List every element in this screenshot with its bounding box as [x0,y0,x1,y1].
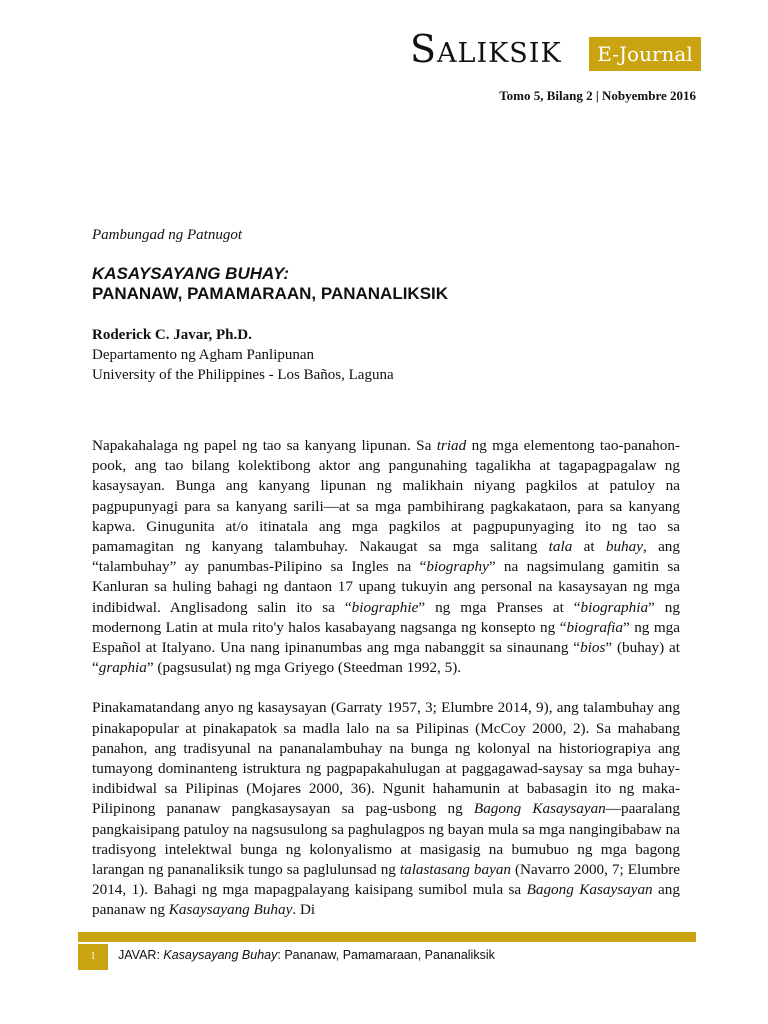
running-title: Kasaysayang Buhay [163,948,278,962]
author-block [92,325,394,385]
section-label: Pambungad ng Patnugot [92,227,242,243]
article-body [92,436,680,941]
body-paragraph [92,698,680,920]
italic-term: bios [580,639,606,657]
text-run: ” ng modernong Latin at mula rito'y halos kasabayang nagsanga ng konsepto ng “ [92,598,680,636]
body-paragraph [92,436,680,678]
running-author: JAVAR [118,948,157,962]
text-run: ” ng mga Español at Italyano. Una nang ipinanumbas ang mga nabanggit sa sinaunang “ [92,618,681,657]
issue-info: Tomo 5, Bilang 2 | Nobyembre 2016 [499,88,696,103]
article-title [92,264,448,304]
text-run: ” na nagsimulang gamitin sa Kanluran sa huling bahagi ng dantaon 17 upang tukuyin ang personal na kasaysayan ng mga indibidwal. Anglisadong salin ito sa “ [92,558,680,616]
italic-term: Kasaysayang Buhay [168,901,293,919]
text-run: ” ng mga Pranses at “ [418,598,581,616]
article-title-line1: KASAYSAYANG BUHAY: [92,264,290,283]
text-run: Napakahalaga ng papel ng tao sa kanyang lipunan. Sa [92,437,437,454]
text-run: at [572,538,606,556]
footer-rule [78,932,696,942]
text-run: , ang “talambuhay” ay panumbas-Pilipino sa Ingles na “ [92,538,680,576]
running-subtitle: Pananaw, Pamamaraan, Pananaliksik [284,948,495,962]
italic-term: biographia [580,598,649,616]
italic-term: tala [548,538,573,556]
italic-term: graphia [98,659,147,677]
text-run: . Di [292,901,316,919]
italic-term: triad [436,437,467,454]
author-name: Roderick C. Javar, Ph.D. [92,327,252,343]
italic-term: biographie [351,598,419,616]
text-run: —paaralang pangkaisipang patuloy na nagsusulong sa paghulagpos ng bayan mula sa mga nangingibabaw na tradisyong intelektwal bunga ng kolonyalismo at masigasig na bumubuo ng mga bagong larangan ng pananaliksik tungo sa paglulunsad ng [92,800,680,879]
article-title-line2: PANANAW, PAMAMARAAN, PANANALIKSIK [92,284,449,303]
text-run: ” (pagsusulat) ng mga Griyego (Steedman 1992, 5). [146,659,462,677]
text-run: Pinakamatandang anyo ng kasaysayan (Garraty 1957, 3; Elumbre 2014, 9), ang talambuhay ang pinakapopular at pinakapatok sa madla lalo na sa Pilipinas (McCoy 2000, 2). Sa mahabang panahon, ang tradisyunal na pananalambuhay na bunga ng kolonyal na historiograpiya ang tumayong dominanteng istruktura ng pagpapakahulugan at paggagawad-saysay sa mga buhay-indibidwal sa Pilipinas (Mojares 2000, 36). Ngunit hahamunin at babasagin ito ng maka-Pilipinong pananaw pangkasaysayan sa pag-usbong ng [92,699,680,818]
italic-term: Bagong Kasaysayan [473,800,606,818]
page-footer [78,944,696,970]
italic-term: biografia [566,618,623,636]
text-run: ang pananaw ng [92,881,680,919]
italic-term: Bagong Kasaysayan [526,881,653,899]
italic-term: buhay [605,538,643,556]
page-number: 1 [78,944,108,970]
running-footer: JAVAR: Kasaysayang Buhay: Pananaw, Pamamaraan, Pananaliksik [118,948,495,962]
italic-term: biography [426,558,489,576]
author-university: University of the Philippines - Los Baños, Laguna [92,367,394,383]
italic-term: talastasang bayan [399,861,512,879]
text-run: (Navarro 2000, 7; Elumbre 2014, 1). Bahagi ng mga mapagpalayang kaisipang sumibol mula sa [92,861,680,899]
text-run: ” (buhay) at “ [92,639,681,677]
author-department: Departamento ng Agham Panlipunan [92,347,315,363]
text-run: ng mga elementong tao-panahon-pook, ang tao bilang kolektibong aktor ang pangunahing tagalikha at tagapagpagalaw ng kasaysayan. Bunga ang kanyang lipunan ng malikhain niyang pagkilos at patuloy na pagpupunyagi para sa kanyang sarili—at sa mga pambihirang pagkakataon, para sa kanyang kapwa. Ginugunita at/o itinatala ang mga pagkilos at pagpupunyaging ito ng tao sa pamamagitan ng kanyang talambuhay. Nakaugat sa mga salitang [92,437,680,556]
journal-name: Saliksik [410,27,562,71]
journal-tag-badge: E-Journal [589,37,701,71]
